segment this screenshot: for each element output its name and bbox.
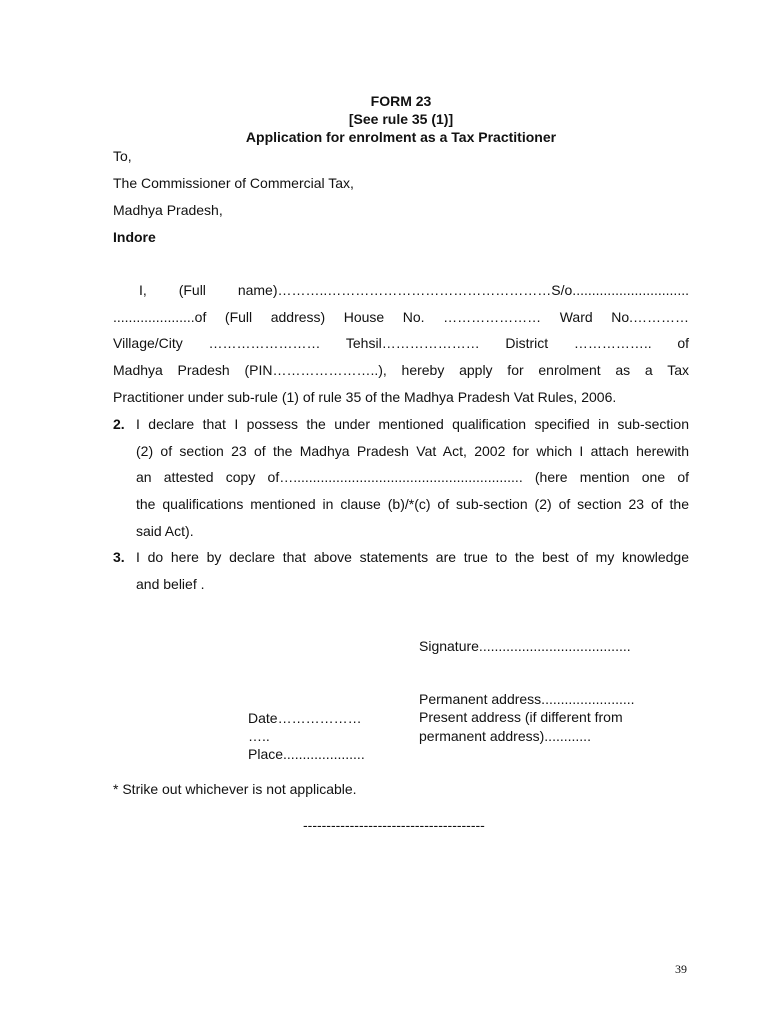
item2-line4: the qualifications mentioned in clause (b)/*(c) of sub-section (2) of section 23 of the <box>136 496 689 512</box>
addressee-to: To, <box>113 148 132 164</box>
present-address-line2: permanent address)............ <box>419 728 591 744</box>
item3-number: 3. <box>113 549 125 565</box>
item2-line5: said Act). <box>136 523 194 539</box>
item3-line1: I do here by declare that above statements are true to the best of my knowledge <box>136 549 689 565</box>
para1-line5: Practitioner under sub-rule (1) of rule 35 of the Madhya Pradesh Vat Rules, 2006. <box>113 389 617 405</box>
addressee-line1: The Commissioner of Commercial Tax, <box>113 175 354 191</box>
rule-reference: [See rule 35 (1)] <box>348 111 454 127</box>
item2-line2: (2) of section 23 of the Madhya Pradesh Vat Act, 2002 for which I attach herewith <box>136 443 689 459</box>
end-divider: --------------------------------------- <box>303 817 485 833</box>
date-line: Date……………… <box>248 710 362 726</box>
item2-line1: I declare that I possess the under mentioned qualification specified in sub-section <box>136 416 689 432</box>
page-number: 39 <box>675 962 687 976</box>
place-line: Place..................... <box>248 746 365 762</box>
form-title: Application for enrolment as a Tax Practitioner <box>245 129 557 145</box>
item2-line3: an attested copy of…........................................................... (here mention one of <box>136 469 689 485</box>
para1-line4: Madhya Pradesh (PIN…………………..), hereby apply for enrolment as a Tax <box>113 362 689 378</box>
present-address-line1: Present address (if different from <box>419 709 623 725</box>
item3-line2: and belief . <box>136 576 205 592</box>
addressee-city: Indore <box>113 229 156 245</box>
para1-line3: Village/City …………………… Tehsil………………… District …………….. of <box>113 335 689 351</box>
para1-line1: I, (Full name)………..…………………………………………S/o.............................. <box>139 282 689 298</box>
permanent-address-line: Permanent address........................ <box>419 691 635 707</box>
form-number: FORM 23 <box>370 93 432 109</box>
item2-number: 2. <box>113 416 125 432</box>
para1-line2: .....................of (Full address) House No. ………………… Ward No.………… <box>113 309 689 325</box>
signature-line: Signature....................................... <box>419 638 631 654</box>
addressee-line2: Madhya Pradesh, <box>113 202 223 218</box>
footnote: * Strike out whichever is not applicable. <box>113 781 357 797</box>
date-line-continued: ….. <box>248 728 270 744</box>
